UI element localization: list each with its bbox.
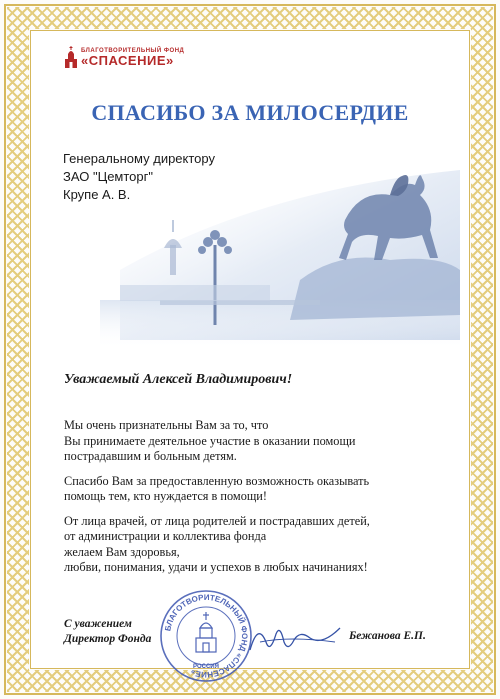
signature-block <box>64 617 151 647</box>
page-title: СПАСИБО ЗА МИЛОСЕРДИЕ <box>91 100 409 125</box>
paragraph-3: От лица врачей, от лица родителей и пострадавших детей, от администрации и коллектива фонда желаем Вам здоровья, любви, понимания, удачи и успехов в любых начинаниях! <box>64 513 370 574</box>
foundation-logo <box>64 46 184 68</box>
stamp-ring-text: БЛАГОТВОРИТЕЛЬНЫЙ ФОНД «СПАСЕНИЕ» <box>163 592 250 680</box>
addressee-company: ЗАО "Цемторг" <box>63 169 153 184</box>
regards-text: С уважением <box>64 618 132 630</box>
stamp-church-icon <box>196 612 216 652</box>
addressee-block <box>63 150 215 204</box>
handwritten-signature <box>240 612 350 662</box>
church-icon <box>64 46 78 68</box>
addressee-name: Крупе А. В. <box>63 187 131 202</box>
addressee-position: Генеральному директору <box>63 151 215 166</box>
greeting: Уважаемый Алексей Владимирович! <box>64 372 293 387</box>
logo-name: «СПАСЕНИЕ» <box>81 52 174 68</box>
letter-body <box>64 418 444 585</box>
signer-name: Бежанова Е.П. <box>349 630 426 642</box>
logo-subtitle: БЛАГОТВОРИТЕЛЬНЫЙ ФОНД <box>81 47 185 54</box>
signer-position: Директор Фонда <box>64 633 152 645</box>
paragraph-2: Спасибо Вам за предоставленную возможность оказывать помощь тем, кто нуждается в помощи! <box>64 473 370 503</box>
stamp-country: РОССИЯ <box>193 664 219 670</box>
paragraph-1: Мы очень признательны Вам за то, что Вы принимаете деятельное участие в оказании помощи пострадавшим и больным детям. <box>64 418 356 463</box>
